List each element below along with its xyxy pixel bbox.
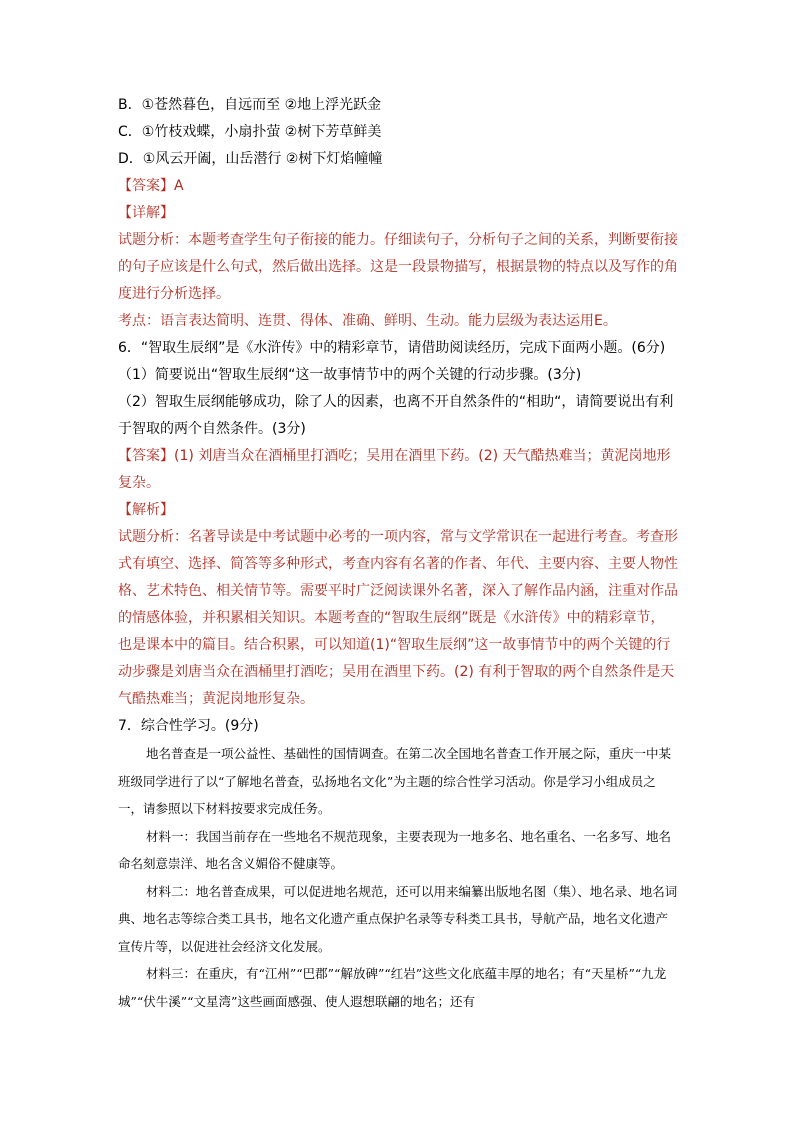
- q6-stem: 6．“智取生辰纲”是《水浒传》中的精彩章节，请借助阅读经历，完成下面两小题。(6分): [118, 340, 666, 356]
- answer-text: A: [174, 178, 184, 194]
- q5-kaodian: 考点：语言表达简明、连贯、得体、准确、鲜明、生动。能力层级为表达运用E。: [118, 313, 617, 329]
- q7-material-3: 材料三：在重庆，有“江州”“巴郡”“解放碑”“红岩”这些文化底蕴丰厚的地名；有“天星桥”“九龙城”“伏牛溪”“文星湾”这些画面感强、使人遐想联翩的地名；还有: [118, 966, 667, 1009]
- answer-text: (1) 刘唐当众在酒桶里打酒吃；吴用在酒里下药。(2) 天气酷热难当；黄泥岗地形复杂。: [118, 448, 671, 491]
- q6-sub2: （2）智取生辰纲能够成功，除了人的因素，也离不开自然条件的“相助“，请简要说出有利于智取的两个自然条件。(3分): [118, 394, 674, 437]
- document-page: [118, 92, 678, 1015]
- q5-answer: [118, 173, 678, 200]
- q7-intro: 地名普查是一项公益性、基础性的国情调查。在第二次全国地名普查工作开展之际，重庆一中某班级同学进行了以“了解地名普查，弘扬地名文化”为主题的综合性学习活动。你是学习小组成员之一，请参照以下材料按要求完成任务。: [118, 746, 672, 816]
- q7-material-2: 材料二：地名普查成果，可以促进地名规范，还可以用来编纂出版地名图（集）、地名录、地名词典、地名志等综合类工具书，地名文化遗产重点保护名录等专科类工具书，导航产品，地名文化遗产宣传片等，以促进社会经济文化发展。: [118, 883, 678, 954]
- q6-analysis: 试题分析：名著导读是中考试题中必考的一项内容，常与文学常识在一起进行考查。考查形式有填空、选择、简答等多种形式，考查内容有名著的作者、年代、主要内容、主要人物性格、艺术特色、相关情节等。需要平时广泛阅读课外名著，深入了解作品内涵，注重对作品的情感体验，并积累相关知识。本题考查的“智取生辰纲”既是《水浒传》中的精彩章节，也是课本中的篇目。结合积累，可以知道(1)“智取生辰纲”这一故事情节中的两个关键的行动步骤是刘唐当众在酒桶里打酒吃；吴用在酒里下药。(2) 有利于智取的两个自然条件是天气酷热难当；黄泥岗地形复杂。: [118, 529, 678, 707]
- option-letter: C．: [118, 124, 142, 140]
- answer-tag: 【答案】: [118, 448, 174, 464]
- q6-jiexi-tag: 【解析】: [118, 502, 174, 518]
- q5-detail-tag: 【详解】: [118, 205, 174, 221]
- option-text: ①竹枝戏蝶，小扇扑萤 ②树下芳草鲜美: [141, 124, 382, 140]
- q7-stem: 7．综合性学习。(9分): [118, 718, 259, 734]
- option-text: ①风云开阖，山岳潜行 ②树下灯焰幢幢: [142, 151, 383, 167]
- option-d: [118, 146, 678, 173]
- q5-analysis: 试题分析：本题考查学生句子衔接的能力。仔细读句子，分析句子之间的关系，判断要衔接的句子应该是什么句式，然后做出选择。这是一段景物描写，根据景物的特点以及写作的角度进行分析选择。: [118, 232, 678, 302]
- answer-tag: 【答案】: [118, 178, 174, 194]
- option-c: [118, 119, 678, 146]
- q6-sub1: （1）简要说出“智取生辰纲“这一故事情节中的两个关键的行动步骤。(3分): [118, 367, 582, 383]
- option-letter: D．: [118, 151, 143, 167]
- option-b: [118, 92, 678, 119]
- q6-answer: [118, 443, 678, 497]
- option-text: ①苍然暮色，自远而至 ②地上浮光跃金: [141, 97, 382, 113]
- q7-material-1: 材料一：我国当前存在一些地名不规范现象，主要表现为一地多名、地名重名、一名多写、地名命名刻意崇洋、地名含义媚俗不健康等。: [118, 828, 672, 871]
- option-letter: B．: [118, 97, 142, 113]
